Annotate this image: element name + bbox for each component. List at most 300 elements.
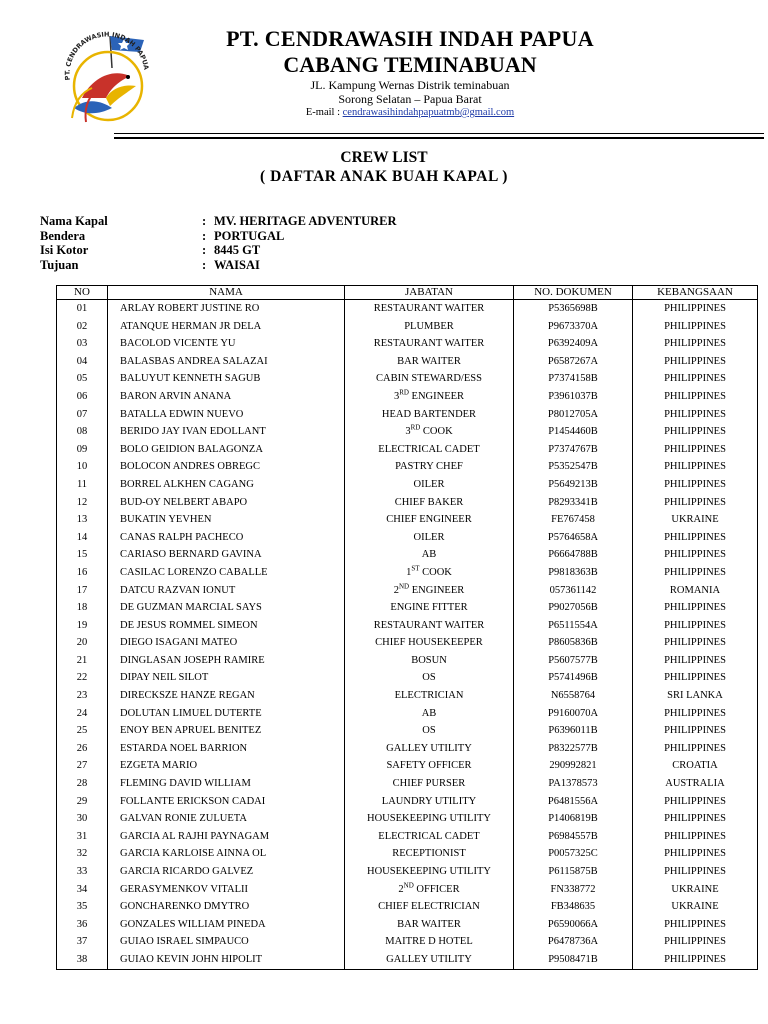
cell-document: P6392409A bbox=[514, 335, 633, 353]
cell-nationality: PHILIPPINES bbox=[633, 916, 758, 934]
table-row bbox=[57, 793, 758, 811]
cell-job bbox=[345, 423, 514, 441]
cell-no: 31 bbox=[57, 828, 108, 846]
cell-no: 15 bbox=[57, 546, 108, 564]
table-row bbox=[57, 933, 758, 951]
email-label: E-mail : bbox=[305, 107, 343, 118]
cell-document: P3961037B bbox=[514, 388, 633, 406]
job-text: SAFETY OFFICER bbox=[386, 760, 472, 772]
table-row bbox=[57, 476, 758, 494]
job-text: PLUMBER bbox=[404, 320, 454, 332]
ship-info bbox=[40, 214, 397, 272]
cell-job bbox=[345, 353, 514, 371]
cell-no: 07 bbox=[57, 406, 108, 424]
job-text: CHIEF ENGINEER bbox=[386, 514, 472, 526]
job-text: CHIEF PURSER bbox=[392, 778, 466, 790]
cell-document: P8293341B bbox=[514, 494, 633, 512]
cell-job bbox=[345, 757, 514, 775]
table-row bbox=[57, 881, 758, 899]
cell-name: BACOLOD VICENTE YU bbox=[108, 335, 345, 353]
cell-nationality: PHILIPPINES bbox=[633, 441, 758, 459]
company-name: PT. CENDRAWASIH INDAH PAPUA bbox=[226, 26, 594, 51]
cell-job bbox=[345, 810, 514, 828]
cell-document: P7374767B bbox=[514, 441, 633, 459]
job-text: ELECTRICIAN bbox=[394, 690, 464, 702]
cell-nationality: PHILIPPINES bbox=[633, 335, 758, 353]
header-divider-thick bbox=[114, 137, 764, 139]
cell-name: GERASYMENKOV VITALII bbox=[108, 881, 345, 899]
cell-nationality: PHILIPPINES bbox=[633, 634, 758, 652]
cell-no: 14 bbox=[57, 529, 108, 547]
ship-info-row bbox=[40, 214, 397, 229]
column-header-job: JABATAN bbox=[345, 286, 514, 300]
cell-document: PA1378573 bbox=[514, 775, 633, 793]
cell-nationality: PHILIPPINES bbox=[633, 810, 758, 828]
cell-no: 05 bbox=[57, 370, 108, 388]
job-text-rest: ENGINEER bbox=[408, 390, 465, 402]
cell-nationality: PHILIPPINES bbox=[633, 494, 758, 512]
table-row bbox=[57, 951, 758, 969]
cell-name: FLEMING DAVID WILLIAM bbox=[108, 775, 345, 793]
job-ordinal-suffix: RD bbox=[410, 423, 421, 432]
cell-job bbox=[345, 669, 514, 687]
cell-job bbox=[345, 494, 514, 512]
cell-document: 057361142 bbox=[514, 582, 633, 600]
cell-name: BORREL ALKHEN CAGANG bbox=[108, 476, 345, 494]
cell-job bbox=[345, 775, 514, 793]
job-text: OILER bbox=[413, 531, 445, 543]
table-row bbox=[57, 652, 758, 670]
document-title bbox=[0, 148, 768, 187]
job-text: BAR WAITER bbox=[397, 355, 461, 367]
column-header-name: NAMA bbox=[108, 286, 345, 300]
table-row bbox=[57, 353, 758, 371]
table-row bbox=[57, 669, 758, 687]
ship-info-row bbox=[40, 243, 397, 258]
cell-name: GONZALES WILLIAM PINEDA bbox=[108, 916, 345, 934]
job-text: RESTAURANT WAITER bbox=[373, 338, 485, 350]
cell-no: 25 bbox=[57, 722, 108, 740]
cell-name: GARCIA RICARDO GALVEZ bbox=[108, 863, 345, 881]
job-text: ELECTRICAL CADET bbox=[378, 443, 480, 455]
cell-job bbox=[345, 916, 514, 934]
cell-document: P9160070A bbox=[514, 705, 633, 723]
cell-no: 18 bbox=[57, 599, 108, 617]
cell-no: 29 bbox=[57, 793, 108, 811]
cell-job bbox=[345, 793, 514, 811]
cell-name: BALASBAS ANDREA SALAZAI bbox=[108, 353, 345, 371]
cell-job bbox=[345, 300, 514, 318]
cell-nationality: PHILIPPINES bbox=[633, 933, 758, 951]
cell-name: DE GUZMAN MARCIAL SAYS bbox=[108, 599, 345, 617]
cell-document: P5365698B bbox=[514, 300, 633, 318]
cell-document: 290992821 bbox=[514, 757, 633, 775]
cell-no: 19 bbox=[57, 617, 108, 635]
cell-nationality: PHILIPPINES bbox=[633, 617, 758, 635]
job-text-rest: COOK bbox=[419, 566, 452, 578]
cell-name: GUIAO ISRAEL SIMPAUCO bbox=[108, 933, 345, 951]
cell-name: GARCIA KARLOISE AINNA OL bbox=[108, 845, 345, 863]
cell-nationality: PHILIPPINES bbox=[633, 458, 758, 476]
job-text: LAUNDRY UTILITY bbox=[381, 795, 477, 807]
cell-name: BUD-OY NELBERT ABAPO bbox=[108, 494, 345, 512]
cell-job bbox=[345, 441, 514, 459]
cell-document: P6587267A bbox=[514, 353, 633, 371]
cell-nationality: PHILIPPINES bbox=[633, 529, 758, 547]
cell-name: GARCIA AL RAJHI PAYNAGAM bbox=[108, 828, 345, 846]
company-header bbox=[170, 26, 650, 119]
cell-name: DIRECKSZE HANZE REGAN bbox=[108, 687, 345, 705]
job-text: GALLEY UTILITY bbox=[386, 742, 472, 754]
job-ordinal-suffix: RD bbox=[399, 388, 409, 397]
table-row bbox=[57, 511, 758, 529]
table-row bbox=[57, 775, 758, 793]
cell-nationality: PHILIPPINES bbox=[633, 423, 758, 441]
cell-document: FB348635 bbox=[514, 898, 633, 916]
cell-name: BALUYUT KENNETH SAGUB bbox=[108, 370, 345, 388]
cell-job bbox=[345, 406, 514, 424]
job-text: CHIEF ELECTRICIAN bbox=[378, 901, 480, 913]
cell-nationality: PHILIPPINES bbox=[633, 370, 758, 388]
cell-job bbox=[345, 318, 514, 336]
table-row bbox=[57, 687, 758, 705]
cell-no: 20 bbox=[57, 634, 108, 652]
cell-nationality: PHILIPPINES bbox=[633, 406, 758, 424]
ship-info-colon: : bbox=[202, 257, 207, 272]
cell-document: P9027056B bbox=[514, 599, 633, 617]
job-text: HOUSEKEEPING UTILITY bbox=[367, 866, 491, 877]
cell-nationality: PHILIPPINES bbox=[633, 353, 758, 371]
job-text: BOSUN bbox=[411, 654, 447, 666]
cell-nationality: UKRAINE bbox=[633, 898, 758, 916]
job-text: CABIN STEWARD/ESS bbox=[376, 373, 482, 385]
cell-nationality: PHILIPPINES bbox=[633, 599, 758, 617]
cell-job bbox=[345, 476, 514, 494]
cell-nationality: PHILIPPINES bbox=[633, 863, 758, 881]
cell-no: 16 bbox=[57, 564, 108, 582]
cell-no: 35 bbox=[57, 898, 108, 916]
cell-job bbox=[345, 599, 514, 617]
cell-no: 01 bbox=[57, 300, 108, 318]
cell-document: P5764658A bbox=[514, 529, 633, 547]
cell-nationality: UKRAINE bbox=[633, 511, 758, 529]
cell-name: ATANQUE HERMAN JR DELA bbox=[108, 318, 345, 336]
cell-job bbox=[345, 705, 514, 723]
cell-job bbox=[345, 652, 514, 670]
cell-no: 37 bbox=[57, 933, 108, 951]
job-text: OS bbox=[422, 725, 436, 737]
table-row bbox=[57, 300, 758, 318]
cell-job bbox=[345, 564, 514, 582]
cell-nationality: CROATIA bbox=[633, 757, 758, 775]
ship-info-row bbox=[40, 258, 397, 273]
ship-info-value: PORTUGAL bbox=[214, 228, 285, 243]
table-row bbox=[57, 828, 758, 846]
cell-document: P5741496B bbox=[514, 669, 633, 687]
table-row bbox=[57, 740, 758, 758]
cell-job bbox=[345, 951, 514, 969]
cell-nationality: PHILIPPINES bbox=[633, 669, 758, 687]
cell-no: 12 bbox=[57, 494, 108, 512]
ship-info-label: Nama Kapal bbox=[40, 214, 108, 228]
cell-document: P8322577B bbox=[514, 740, 633, 758]
cell-nationality: PHILIPPINES bbox=[633, 476, 758, 494]
cell-no: 23 bbox=[57, 687, 108, 705]
table-row bbox=[57, 898, 758, 916]
table-row bbox=[57, 494, 758, 512]
crew-table bbox=[56, 285, 758, 970]
email-link[interactable]: cendrawasihindahpapuatmb@gmail.com bbox=[342, 107, 515, 118]
ship-info-colon: : bbox=[202, 228, 207, 243]
cell-job bbox=[345, 687, 514, 705]
cell-name: DATCU RAZVAN IONUT bbox=[108, 582, 345, 600]
cell-no: 11 bbox=[57, 476, 108, 494]
table-row bbox=[57, 546, 758, 564]
email-line bbox=[170, 106, 650, 119]
cell-document: N6558764 bbox=[514, 687, 633, 705]
cell-job bbox=[345, 634, 514, 652]
table-row bbox=[57, 705, 758, 723]
cell-no: 22 bbox=[57, 669, 108, 687]
cell-document: P6511554A bbox=[514, 617, 633, 635]
cell-job bbox=[345, 898, 514, 916]
cell-name: ARLAY ROBERT JUSTINE RO bbox=[108, 300, 345, 318]
cell-no: 34 bbox=[57, 881, 108, 899]
table-row bbox=[57, 617, 758, 635]
cell-document: P5649213B bbox=[514, 476, 633, 494]
cell-document: P6984557B bbox=[514, 828, 633, 846]
cell-document: P0057325C bbox=[514, 845, 633, 863]
cell-no: 21 bbox=[57, 652, 108, 670]
table-row bbox=[57, 441, 758, 459]
job-text: BAR WAITER bbox=[397, 918, 461, 930]
cell-document: FN338772 bbox=[514, 881, 633, 899]
cell-document: P9508471B bbox=[514, 951, 633, 969]
table-row bbox=[57, 916, 758, 934]
cell-no: 24 bbox=[57, 705, 108, 723]
cell-name: BOLOCON ANDRES OBREGC bbox=[108, 458, 345, 476]
column-header-no: NO bbox=[57, 286, 108, 300]
job-text: GALLEY UTILITY bbox=[386, 953, 472, 965]
table-row bbox=[57, 845, 758, 863]
cell-document: P9673370A bbox=[514, 318, 633, 336]
cell-document: P6590066A bbox=[514, 916, 633, 934]
cell-name: DIPAY NEIL SILOT bbox=[108, 669, 345, 687]
job-text: PASTRY CHEF bbox=[395, 461, 463, 473]
logo-text: PT. CENDRAWASIH INDAH PAPUA bbox=[63, 30, 151, 81]
header-divider-thin bbox=[114, 133, 764, 134]
cell-job bbox=[345, 335, 514, 353]
ship-info-colon: : bbox=[202, 214, 207, 228]
cell-nationality: PHILIPPINES bbox=[633, 318, 758, 336]
cell-no: 09 bbox=[57, 441, 108, 459]
job-text: OS bbox=[422, 672, 436, 684]
table-row bbox=[57, 634, 758, 652]
job-text: ELECTRICAL CADET bbox=[378, 830, 480, 842]
company-logo bbox=[52, 28, 164, 128]
job-text-rest: ENGINEER bbox=[409, 584, 465, 596]
cell-nationality: PHILIPPINES bbox=[633, 828, 758, 846]
title-line-2: ( DAFTAR ANAK BUAH KAPAL ) bbox=[260, 168, 508, 185]
cell-name: BARON ARVIN ANANA bbox=[108, 388, 345, 406]
cell-name: DE JESUS ROMMEL SIMEON bbox=[108, 617, 345, 635]
job-text: 2 bbox=[398, 883, 404, 895]
job-text: HOUSEKEEPING UTILITY bbox=[367, 813, 491, 825]
job-text: RECEPTIONIST bbox=[392, 848, 466, 860]
cell-nationality: PHILIPPINES bbox=[633, 300, 758, 318]
cell-no: 08 bbox=[57, 423, 108, 441]
cell-job bbox=[345, 933, 514, 951]
table-row bbox=[57, 582, 758, 600]
cell-no: 38 bbox=[57, 951, 108, 969]
cell-no: 32 bbox=[57, 845, 108, 863]
cell-job bbox=[345, 458, 514, 476]
cell-nationality: PHILIPPINES bbox=[633, 388, 758, 406]
cell-no: 27 bbox=[57, 757, 108, 775]
cell-no: 33 bbox=[57, 863, 108, 881]
table-row bbox=[57, 370, 758, 388]
ship-info-label: Isi Kotor bbox=[40, 243, 89, 257]
column-header-nationality: KEBANGSAAN bbox=[633, 286, 758, 300]
cell-name: BOLO GEIDION BALAGONZA bbox=[108, 441, 345, 459]
cell-name: ESTARDA NOEL BARRION bbox=[108, 740, 345, 758]
cell-document: P9818363B bbox=[514, 564, 633, 582]
job-text: OILER bbox=[413, 478, 445, 490]
job-text-rest: OFFICER bbox=[413, 883, 460, 895]
cell-job bbox=[345, 511, 514, 529]
cell-name: GUIAO KEVIN JOHN HIPOLIT bbox=[108, 951, 345, 969]
cell-nationality: ROMANIA bbox=[633, 582, 758, 600]
job-text: AB bbox=[421, 549, 437, 561]
cell-nationality: PHILIPPINES bbox=[633, 564, 758, 582]
cell-name: ENOY BEN APRUEL BENITEZ bbox=[108, 722, 345, 740]
table-row bbox=[57, 423, 758, 441]
job-text: CHIEF HOUSEKEEPER bbox=[375, 637, 483, 649]
cell-no: 30 bbox=[57, 810, 108, 828]
cell-document: P1406819B bbox=[514, 810, 633, 828]
cell-no: 26 bbox=[57, 740, 108, 758]
cell-document: P6396011B bbox=[514, 722, 633, 740]
cell-nationality: PHILIPPINES bbox=[633, 652, 758, 670]
cell-document: P6115875B bbox=[514, 863, 633, 881]
cell-document: P8012705A bbox=[514, 406, 633, 424]
cell-document: P5607577B bbox=[514, 652, 633, 670]
job-text: RESTAURANT WAITER bbox=[373, 619, 485, 631]
table-row bbox=[57, 722, 758, 740]
table-row bbox=[57, 335, 758, 353]
cell-nationality: PHILIPPINES bbox=[633, 740, 758, 758]
cell-name: DIEGO ISAGANI MATEO bbox=[108, 634, 345, 652]
table-row bbox=[57, 757, 758, 775]
cell-name: CARIASO BERNARD GAVINA bbox=[108, 546, 345, 564]
cell-job bbox=[345, 828, 514, 846]
cell-nationality: PHILIPPINES bbox=[633, 722, 758, 740]
table-row bbox=[57, 406, 758, 424]
job-text: 1 bbox=[406, 566, 412, 578]
cell-document: FE767458 bbox=[514, 511, 633, 529]
column-header-document: NO. DOKUMEN bbox=[514, 286, 633, 300]
job-ordinal-suffix: ST bbox=[411, 564, 420, 573]
cell-name: DINGLASAN JOSEPH RAMIRE bbox=[108, 652, 345, 670]
cell-name: BUKATIN YEVHEN bbox=[108, 511, 345, 529]
cell-name: CASILAC LORENZO CABALLE bbox=[108, 564, 345, 582]
table-row bbox=[57, 810, 758, 828]
cell-job bbox=[345, 529, 514, 547]
cell-document: P7374158B bbox=[514, 370, 633, 388]
table-header-row bbox=[57, 286, 758, 300]
cell-document: P5352547B bbox=[514, 458, 633, 476]
cell-no: 13 bbox=[57, 511, 108, 529]
address-line-1: JL. Kampung Wernas Distrik teminabuan bbox=[310, 78, 510, 92]
job-text: 3 bbox=[405, 426, 411, 438]
cell-nationality: PHILIPPINES bbox=[633, 705, 758, 723]
ship-info-row bbox=[40, 229, 397, 244]
job-ordinal-suffix: ND bbox=[403, 881, 414, 890]
cell-document: P6664788B bbox=[514, 546, 633, 564]
ship-info-label: Bendera bbox=[40, 228, 86, 243]
cell-name: BATALLA EDWIN NUEVO bbox=[108, 406, 345, 424]
cell-name: BERIDO JAY IVAN EDOLLANT bbox=[108, 423, 345, 441]
cell-job bbox=[345, 845, 514, 863]
cell-job bbox=[345, 388, 514, 406]
ship-info-colon: : bbox=[202, 243, 207, 257]
ship-info-value: MV. HERITAGE ADVENTURER bbox=[214, 214, 397, 228]
cell-nationality: PHILIPPINES bbox=[633, 793, 758, 811]
table-row bbox=[57, 458, 758, 476]
job-text: CHIEF BAKER bbox=[394, 496, 464, 508]
cell-job bbox=[345, 863, 514, 881]
job-text: HEAD BARTENDER bbox=[381, 408, 477, 420]
cell-name: GALVAN RONIE ZULUETA bbox=[108, 810, 345, 828]
job-text: ENGINE FITTER bbox=[390, 602, 468, 614]
cell-job bbox=[345, 881, 514, 899]
cell-no: 04 bbox=[57, 353, 108, 371]
job-text: 2 bbox=[393, 584, 399, 596]
cell-no: 36 bbox=[57, 916, 108, 934]
cell-no: 28 bbox=[57, 775, 108, 793]
cell-name: EZGETA MARIO bbox=[108, 757, 345, 775]
cell-nationality: UKRAINE bbox=[633, 881, 758, 899]
job-text: 3 bbox=[393, 390, 400, 402]
cell-job bbox=[345, 370, 514, 388]
cell-no: 06 bbox=[57, 388, 108, 406]
cell-no: 17 bbox=[57, 582, 108, 600]
table-row bbox=[57, 564, 758, 582]
cell-nationality: AUSTRALIA bbox=[633, 775, 758, 793]
company-branch: CABANG TEMINABUAN bbox=[283, 52, 537, 77]
job-text-rest: COOK bbox=[420, 426, 453, 438]
table-row bbox=[57, 388, 758, 406]
cell-nationality: PHILIPPINES bbox=[633, 546, 758, 564]
cell-job bbox=[345, 617, 514, 635]
ship-info-value: 8445 GT bbox=[214, 243, 261, 257]
table-row bbox=[57, 529, 758, 547]
job-ordinal-suffix: ND bbox=[399, 582, 410, 590]
cell-nationality: PHILIPPINES bbox=[633, 951, 758, 969]
job-text: MAITRE D HOTEL bbox=[385, 936, 473, 948]
address-line-2: Sorong Selatan – Papua Barat bbox=[338, 92, 482, 106]
job-text: RESTAURANT WAITER bbox=[373, 303, 485, 314]
cell-document: P6478736A bbox=[514, 933, 633, 951]
cell-job bbox=[345, 582, 514, 600]
cell-name: FOLLANTE ERICKSON CADAI bbox=[108, 793, 345, 811]
cell-name: GONCHARENKO DMYTRO bbox=[108, 898, 345, 916]
cell-no: 10 bbox=[57, 458, 108, 476]
cell-job bbox=[345, 546, 514, 564]
job-text: AB bbox=[421, 707, 437, 719]
cell-job bbox=[345, 740, 514, 758]
ship-info-value: WAISAI bbox=[214, 257, 260, 272]
